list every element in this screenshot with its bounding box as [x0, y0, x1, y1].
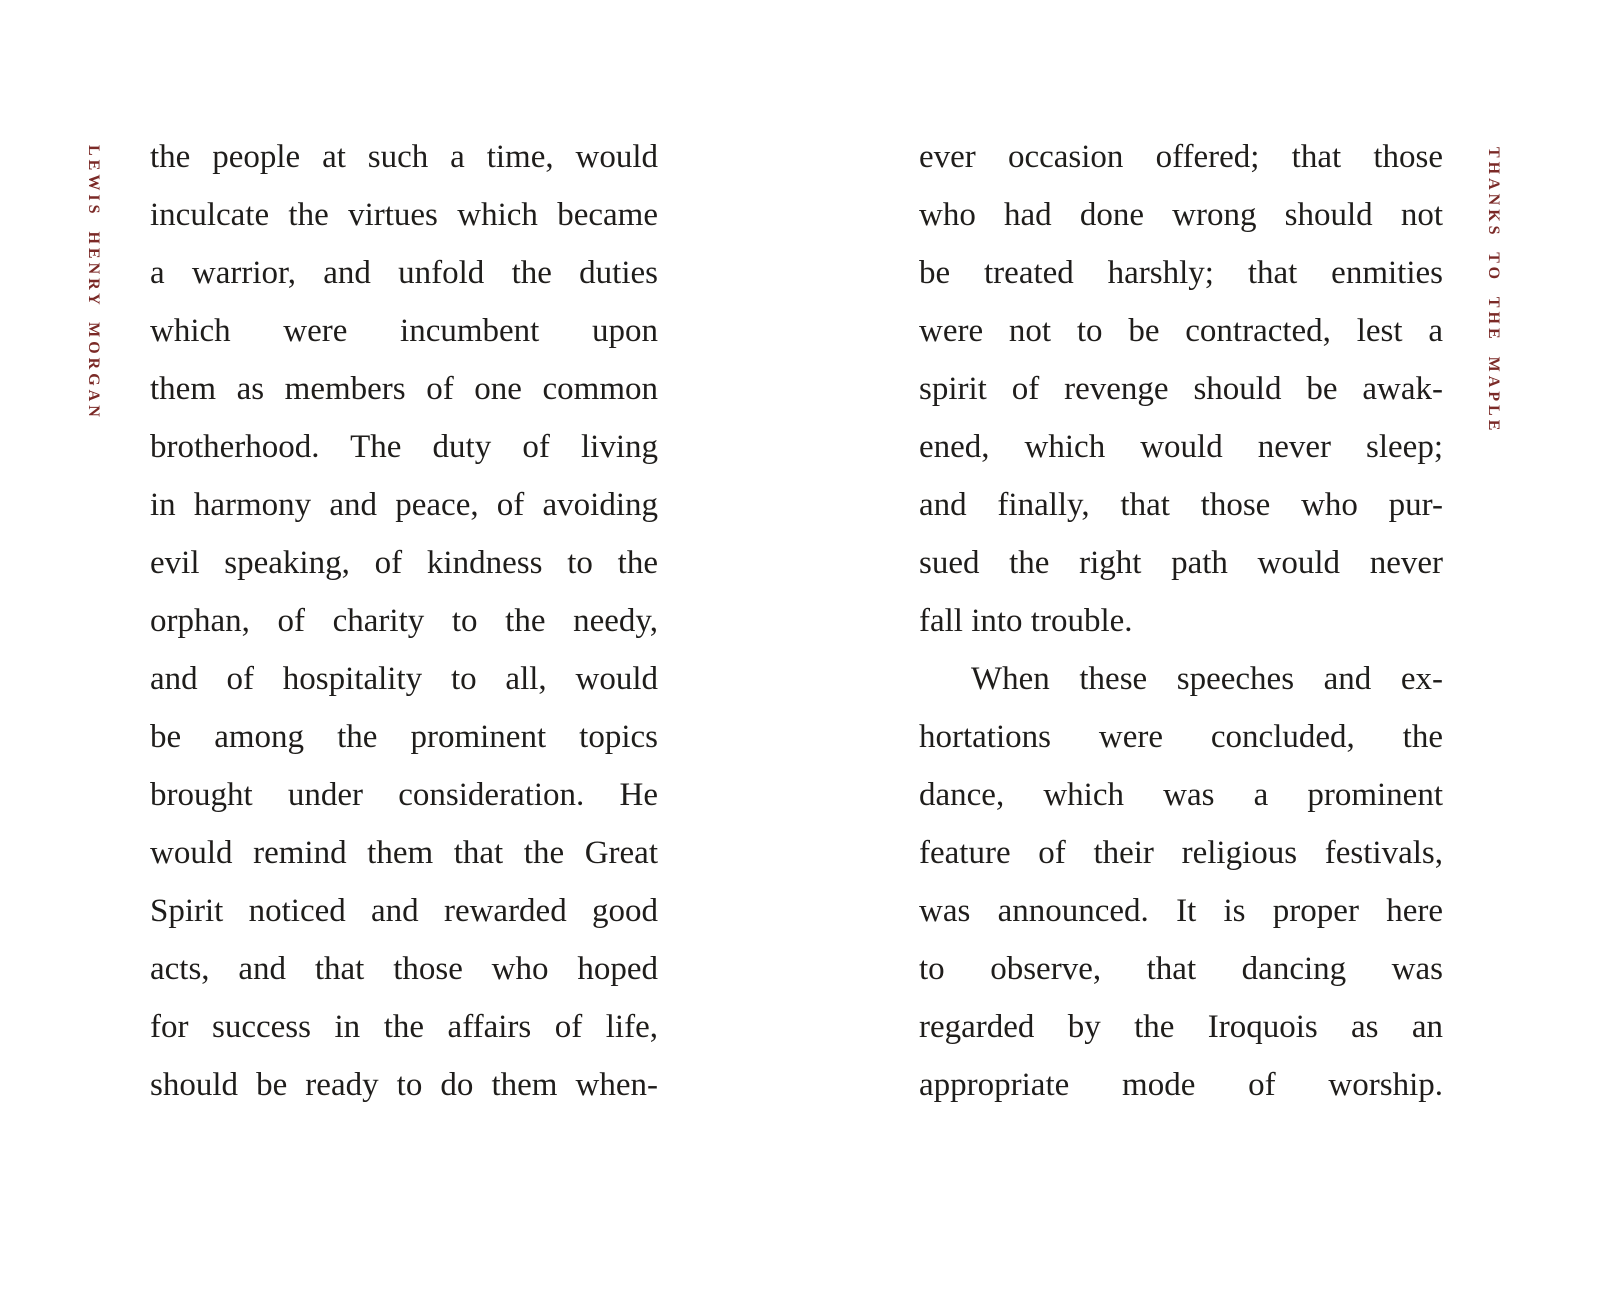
left-text-column	[150, 128, 658, 1114]
text-line: a warrior, and unfold the duties	[150, 255, 658, 291]
text-line: brought under consideration. He	[150, 777, 658, 813]
text-line: fall into trouble.	[919, 603, 1133, 639]
text-line: appropriate mode of worship.	[919, 1067, 1443, 1103]
text-line: be among the prominent topics	[150, 719, 658, 755]
text-line: Spirit noticed and rewarded good	[150, 893, 658, 929]
text-line: dance, which was a prominent	[919, 777, 1443, 813]
right-margin-chapter-label: THANKS TO THE MAPLE	[1485, 147, 1502, 435]
text-line: in harmony and peace, of avoiding	[150, 487, 658, 523]
left-margin-author-label: LEWIS HENRY MORGAN	[85, 145, 102, 421]
text-line: When these speeches and ex-	[971, 661, 1443, 697]
text-line: which were incumbent upon	[150, 313, 658, 349]
text-line: ened, which would never sleep;	[919, 429, 1443, 465]
text-line: ever occasion offered; that those	[919, 139, 1443, 175]
text-line: inculcate the virtues which became	[150, 197, 658, 233]
text-line: was announced. It is proper here	[919, 893, 1443, 929]
text-line: orphan, of charity to the needy,	[150, 603, 658, 639]
text-line: spirit of revenge should be awak-	[919, 371, 1443, 407]
text-line: and finally, that those who pur-	[919, 487, 1443, 523]
text-line: be treated harshly; that enmities	[919, 255, 1443, 291]
text-line: to observe, that dancing was	[919, 951, 1443, 987]
text-line: and of hospitality to all, would	[150, 661, 658, 697]
text-line: for success in the affairs of life,	[150, 1009, 658, 1045]
right-text-column	[919, 128, 1443, 1114]
text-line: would remind them that the Great	[150, 835, 658, 871]
text-line: feature of their religious festivals,	[919, 835, 1443, 871]
text-line: should be ready to do them when-	[150, 1067, 658, 1103]
text-line: acts, and that those who hoped	[150, 951, 658, 987]
text-line: brotherhood. The duty of living	[150, 429, 658, 465]
text-line: evil speaking, of kindness to the	[150, 545, 658, 581]
text-line: them as members of one common	[150, 371, 658, 407]
text-line: sued the right path would never	[919, 545, 1443, 581]
text-line: the people at such a time, would	[150, 139, 658, 175]
text-line: regarded by the Iroquois as an	[919, 1009, 1443, 1045]
text-line: were not to be contracted, lest a	[919, 313, 1443, 349]
text-line: who had done wrong should not	[919, 197, 1443, 233]
text-line: hortations were concluded, the	[919, 719, 1443, 755]
